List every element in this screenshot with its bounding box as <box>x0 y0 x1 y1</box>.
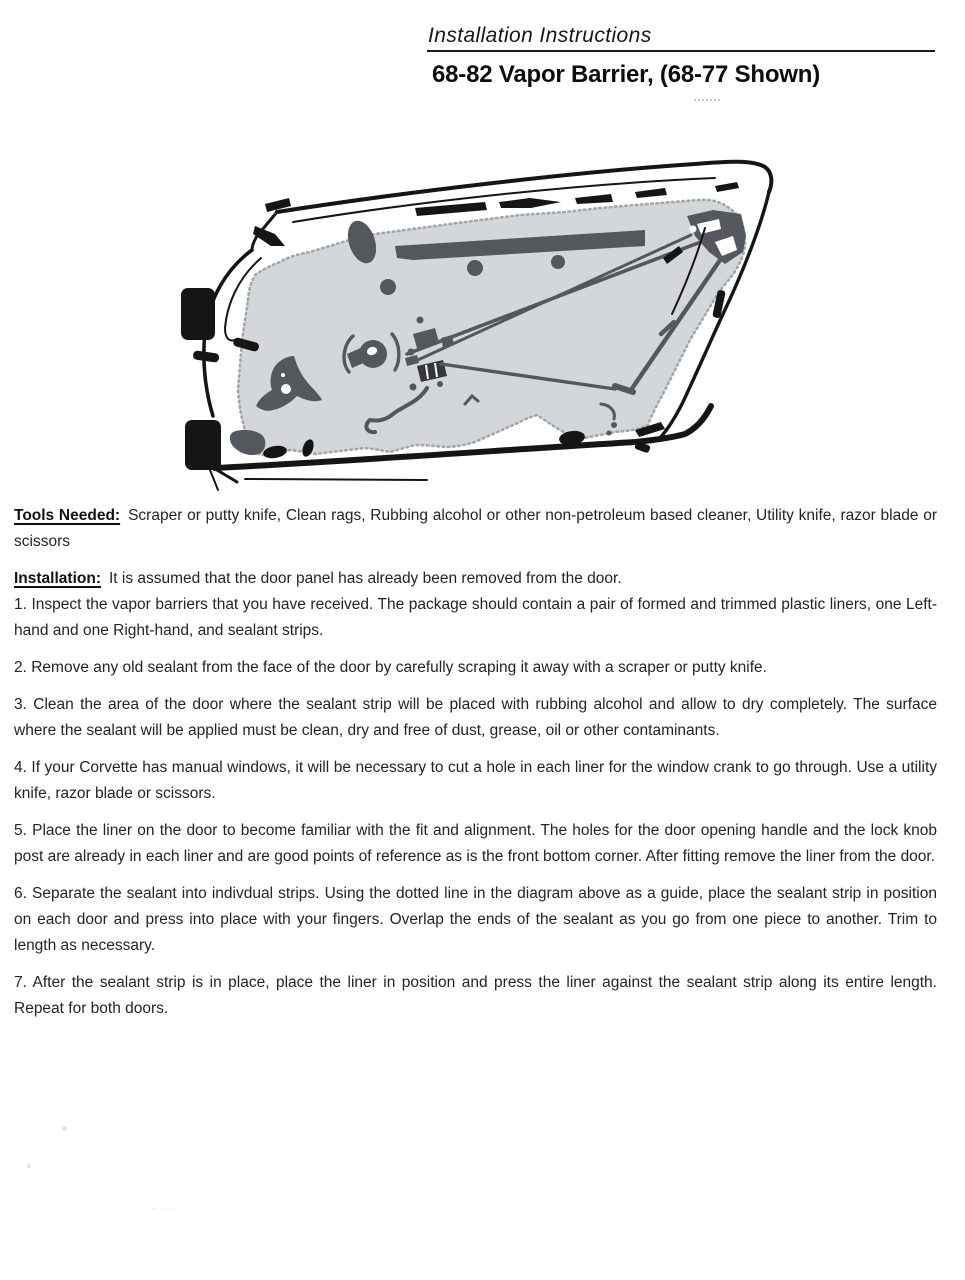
hinge-tick <box>193 350 220 363</box>
tools-needed-paragraph <box>14 503 937 555</box>
hinge-lower <box>185 420 221 470</box>
scan-artifact <box>27 1164 31 1168</box>
hinge-upper <box>181 288 215 340</box>
hole <box>380 279 396 295</box>
top-bar-4 <box>635 188 667 198</box>
top-bar-3 <box>575 194 613 204</box>
scan-artifact: ▪··▪·▪ <box>152 1206 177 1212</box>
top-dash <box>715 182 739 192</box>
scan-artifact <box>694 96 720 101</box>
step-3: 3. Clean the area of the door where the sealant strip will be placed with rubbing alcohol and allow to dry completely. The surface where the sealant will be applied must be clean, dry and free of dust, grease, oil or other contaminants. <box>14 696 937 739</box>
scan-artifact <box>62 1126 67 1131</box>
installation-text: It is assumed that the door panel has already been removed from the door. <box>108 570 622 587</box>
page-title: 68-82 Vapor Barrier, (68-77 Shown) <box>432 61 821 88</box>
step-2: 2. Remove any old sealant from the face of the door by carefully scraping it away with a scraper or putty knife. <box>14 659 767 676</box>
door-panel-diagram <box>75 142 795 512</box>
instructions-body <box>14 503 937 1033</box>
corner-bar <box>253 226 285 246</box>
installation-paragraph <box>14 566 937 592</box>
hole <box>417 317 424 324</box>
header-rule <box>427 50 935 52</box>
top-bar-2 <box>499 198 561 208</box>
tools-needed-text: Scraper or putty knife, Clean rags, Rubbing alcohol or other non-petroleum based cleaner, Utility knife, razor blade or scissors <box>14 507 938 550</box>
installation-label: Installation: <box>14 570 101 587</box>
step-5: 5. Place the liner on the door to become familiar with the fit and alignment. The holes for the door opening handle and the lock knob post are already in each liner and are good points of reference as is the front bottom corner. After fitting remove the liner from the door. <box>14 822 937 865</box>
step-7: 7. After the sealant strip is in place, place the liner in position and press the liner against the sealant strip along its entire length. Repeat for both doors. <box>14 974 937 1017</box>
step-4: 4. If your Corvette has manual windows, it will be necessary to cut a hole in each liner for the window crank to go through. Use a utility knife, razor blade or scissors. <box>14 759 937 802</box>
roller <box>467 260 483 276</box>
tools-needed-label: Tools Needed: <box>14 507 121 524</box>
hole <box>551 255 565 269</box>
step-6: 6. Separate the sealant into indivdual strips. Using the dotted line in the diagram above as a guide, place the sealant strip in position on each door and press into place with your fingers. Overlap the ends of the sealant as you go from one piece to another. Trim to length as necessary. <box>14 885 937 954</box>
step-1: 1. Inspect the vapor barriers that you have received. The package should contain a pair of formed and trimmed plastic liners, one Left-hand and one Right-hand, and sealant strips. <box>14 596 937 639</box>
top-bar-1 <box>415 202 487 216</box>
doc-type-heading: Installation Instructions <box>428 24 652 47</box>
